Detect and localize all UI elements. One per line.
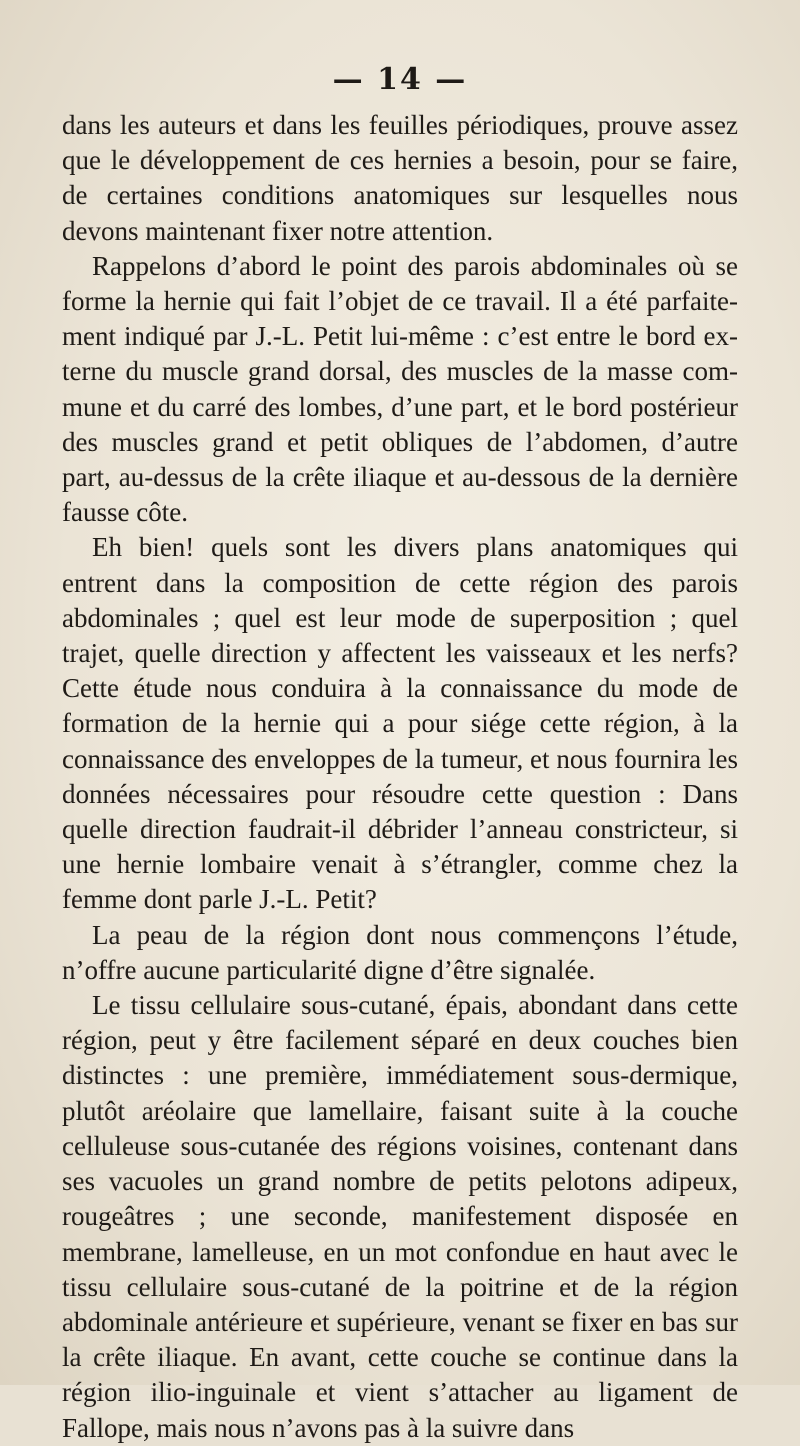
paragraph-5: Le tissu cellulaire sous-cutané, épais, abondant dans cette région, peut y être facilement séparé en deux couches bien distinctes : une première, immédiatement sous-dermique, plutôt aréolaire que lamellaire, faisant suite à la couche celluleuse sous-cutanée des régions voisines, contenant dans ses vacuoles un grand nombre de petits pelotons adipeux, rougeâtres ; une seconde, manifestement disposée en membrane, lamelleuse, en un mot confondue en haut avec le tissu cellulaire sous-cutané de la poitrine et de la région abdominale antérieure et supérieure, venant se fixer en bas sur la crête iliaque. En avant, cette couche se continue dans la région ilio-inguinale et vient s’attacher au ligament de Fallope, mais nous n’avons pas à la suivre dans <box>62 990 738 1443</box>
paragraph-2: Rappelons d’abord le point des parois abdominales où se forme la hernie qui fait l’objet de ce travail. Il a été parfaitement indiqué par J.-L. Petit lui-même : c’est entre le bord externe du muscle grand dorsal, des muscles de la masse commune et du carré des lombes, d’une part, et le bord postérieur des muscles grand et petit obliques de l’abdomen, d’autre part, au-dessus de la crête iliaque et au-dessous de la dernière fausse côte. <box>62 250 738 528</box>
paragraph-4: La peau de la région dont nous commençons l’étude, n’offre aucune particularité digne d’être signalée. <box>62 919 738 985</box>
body-text <box>62 108 738 1446</box>
paragraph-3: Eh bien! quels sont les divers plans anatomiques qui entrent dans la composition de cette région des parois abdominales ; quel est leur mode de superposition ; quel trajet, quelle direction y affectent les vaisseaux et les nerfs? Cette étude nous conduira à la connaissance du mode de formation de la hernie qui a pour siége cette région, à la connaissance des enveloppes de la tumeur, et nous fournira les données nécessaires pour résoudre cette question : Dans quelle direction faudrait-il débrider l’anneau constricteur, si une hernie lombaire venait à s’étrangler, comme chez la femme dont parle J.-L. Petit? <box>62 532 738 915</box>
paragraph-1: dans les auteurs et dans les feuilles périodiques, prouve assez que le développement de ces hernies a besoin, pour se faire, de certaines conditions anatomiques sur lesquelles nous devons maintenant fixer notre attention. <box>62 110 738 246</box>
page-number: — 14 — <box>332 62 468 97</box>
